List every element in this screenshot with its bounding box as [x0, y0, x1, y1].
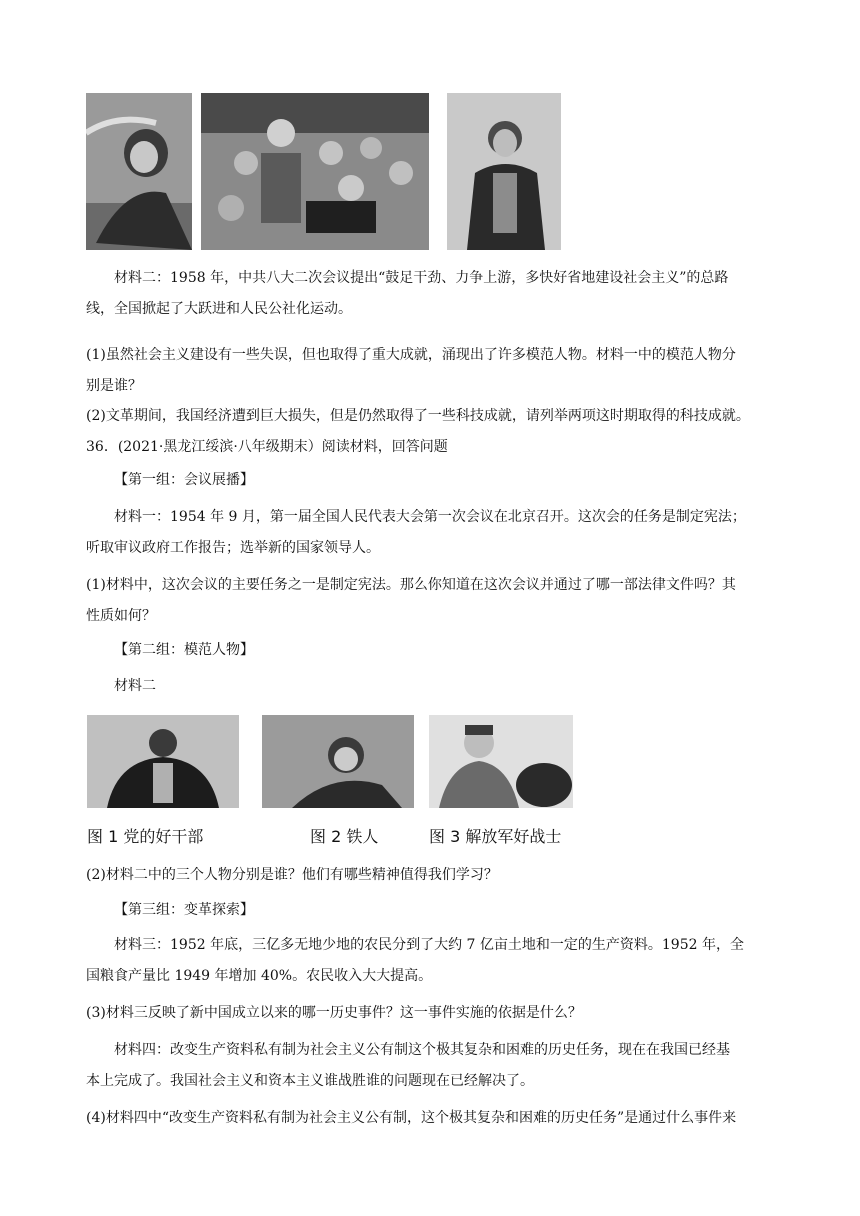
question-1-line-2: 别是谁？ [86, 378, 142, 394]
material-three-line-2: 国粮食产量比 1949 年增加 40%。农民收入大大提高。 [86, 968, 433, 984]
material-four-line-1: 材料四：改变生产资料私有制为社会主义公有制这个极其复杂和困难的历史任务，现在在我国已经基 [114, 1042, 730, 1058]
caption-figure-1: 图 1 党的好干部 [87, 827, 204, 846]
part-1-line-1: (1)材料中，这次会议的主要任务之一是制定宪法。那么你知道在这次会议并通过了哪一部法律文件吗？其 [86, 577, 736, 593]
material-one-line-1: 材料一：1954 年 9 月，第一届全国人民代表大会第一次会议在北京召开。这次会的任务是制定宪法； [114, 509, 746, 525]
photo-good-cadre [87, 715, 239, 808]
photo-good-soldier [429, 715, 573, 808]
photo-soldier-children [201, 93, 429, 250]
photo-man-crawling [86, 93, 192, 250]
caption-figure-2: 图 2 铁人 [310, 827, 379, 846]
part-4: (4)材料四中“改变生产资料私有制为社会主义公有制，这个极其复杂和困难的历史任务”是通过什么事件来 [86, 1110, 737, 1126]
part-1-line-2: 性质如何？ [86, 608, 156, 624]
material-one-line-2: 听取审议政府工作报告；选举新的国家领导人。 [86, 540, 380, 556]
group-1-heading: 【第一组：会议展播】 [114, 472, 254, 488]
question-1-line-1: (1)虽然社会主义建设有一些失误，但也取得了重大成就，涌现出了许多模范人物。材料一中的模范人物分 [86, 347, 736, 363]
question-36-header: 36．(2021·黑龙江绥滨·八年级期末）阅读材料，回答问题 [86, 439, 448, 455]
photo-man-jacket [447, 93, 561, 250]
part-2: (2)材料二中的三个人物分别是谁？他们有哪些精神值得我们学习？ [86, 867, 498, 883]
material-two-label: 材料二 [114, 678, 156, 694]
material-two-line-2: 线，全国掀起了大跃进和人民公社化运动。 [86, 301, 352, 317]
material-four-line-2: 本上完成了。我国社会主义和资本主义谁战胜谁的问题现在已经解决了。 [86, 1073, 534, 1089]
question-2: (2)文革期间，我国经济遭到巨大损失，但是仍然取得了一些科技成就，请列举两项这时期取得的科技成就。 [86, 408, 750, 424]
group-3-heading: 【第三组：变革探索】 [114, 902, 254, 918]
photo-iron-man [262, 715, 414, 808]
part-3: (3)材料三反映了新中国成立以来的哪一历史事件？这一事件实施的依据是什么？ [86, 1005, 582, 1021]
material-two-line-1: 材料二：1958 年，中共八大二次会议提出“鼓足干劲、力争上游，多快好省地建设社会主义”的总路 [114, 270, 729, 286]
material-three-line-1: 材料三：1952 年底，三亿多无地少地的农民分到了大约 7 亿亩土地和一定的生产资料。1952 年，全 [114, 937, 744, 953]
group-2-heading: 【第二组：模范人物】 [114, 642, 254, 658]
caption-figure-3: 图 3 解放军好战士 [429, 827, 562, 846]
